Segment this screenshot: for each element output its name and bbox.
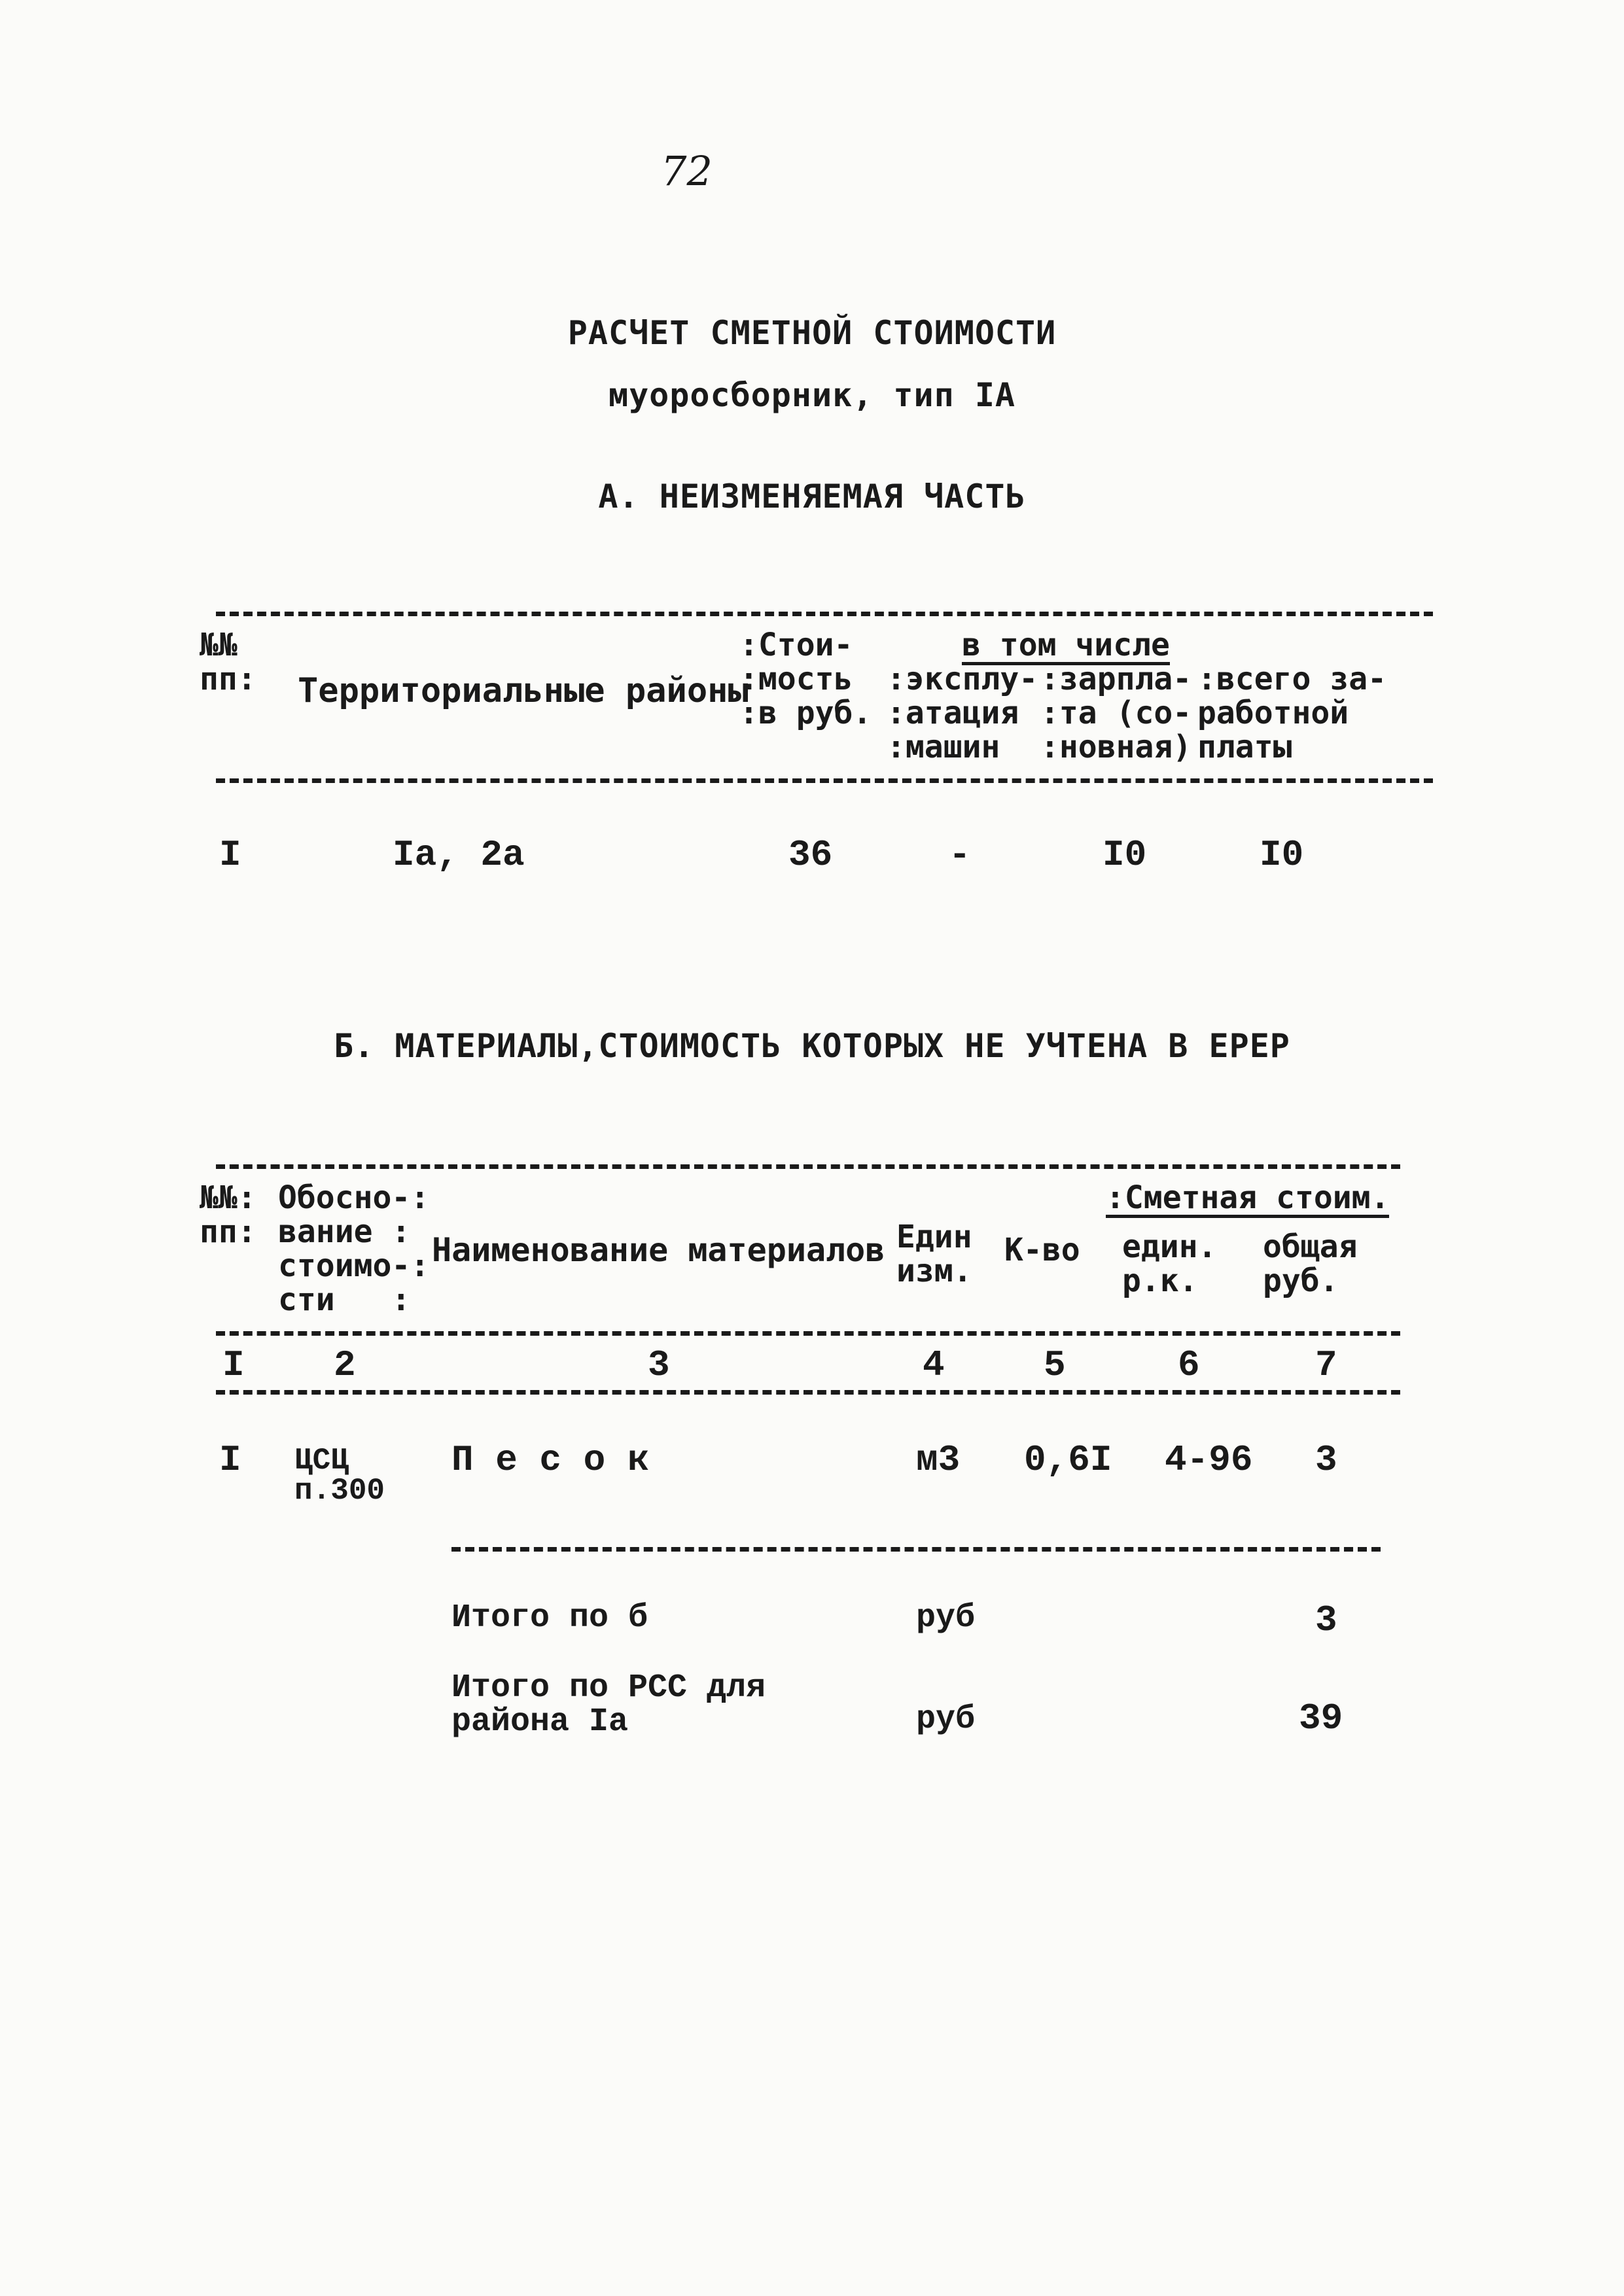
total-unit: руб (916, 1701, 976, 1738)
section-a-header-cost: :Стои- :мость :в руб. (739, 627, 872, 731)
row-cost: 36 (788, 834, 833, 876)
column-number: 6 (1178, 1344, 1200, 1386)
total-unit: руб (916, 1599, 976, 1637)
section-a-heading: А. НЕИЗМЕНЯЕМАЯ ЧАСТЬ (598, 478, 1026, 515)
total-value: 39 (1299, 1697, 1343, 1739)
section-b-header-num: №№: пп: (200, 1179, 256, 1250)
section-b-header-basis: Обосно-: вание : стоимо-: сти : (278, 1179, 430, 1318)
column-number-rule (216, 1390, 1400, 1395)
row-total-salary: I0 (1260, 834, 1304, 876)
row-unit-price: 4-96 (1165, 1439, 1253, 1481)
subtotal-rule (451, 1547, 1381, 1552)
row-num: I (219, 834, 241, 876)
section-a-header-regions: Территориальные районы (298, 671, 749, 710)
section-b-header-unit-price: един. р.к. (1122, 1228, 1217, 1299)
document-title: РАСЧЕТ СМЕТНОЙ СТОИМОСТИ (567, 314, 1057, 352)
section-b-table-top-rule (216, 1164, 1400, 1169)
column-number: 4 (923, 1344, 945, 1386)
section-b-header-name: Наименование материалов (432, 1231, 885, 1269)
total-label: Итого по РСС для района Iа (451, 1669, 766, 1741)
total-label: Итого по б (451, 1599, 648, 1637)
section-a-header-bottom-rule (216, 778, 1433, 783)
total-value: 3 (1315, 1599, 1337, 1641)
section-b-header-total: общая руб. (1263, 1228, 1358, 1299)
row-basis: ЦСЦ п.300 (294, 1444, 385, 1508)
section-b-header-estimated-cost: :Сметная стоим. (1106, 1181, 1389, 1218)
row-unit: м3 (916, 1439, 961, 1481)
section-a-header-exploitation: :эксплу- :атация :машин (887, 661, 1038, 765)
section-a-table-top-rule (216, 612, 1433, 616)
section-b-header-unit: Един изм. (896, 1219, 972, 1289)
page-number: 72 (661, 147, 713, 195)
row-exploitation: - (949, 834, 971, 876)
section-a-header-salary: :зарпла- :та (со- :новная) (1040, 661, 1192, 765)
row-qty: 0,6I (1024, 1439, 1112, 1481)
column-number: 5 (1044, 1344, 1066, 1386)
column-number: 7 (1315, 1344, 1337, 1386)
column-number: 3 (648, 1344, 670, 1386)
row-material-name: П е с о к (451, 1439, 650, 1481)
row-num: I (219, 1439, 241, 1481)
section-a-header-including: в том числе (962, 628, 1170, 665)
row-total: 3 (1315, 1439, 1337, 1481)
column-number: 2 (334, 1344, 356, 1386)
column-number: I (222, 1344, 245, 1386)
section-b-heading: Б. МАТЕРИАЛЫ,СТОИМОСТЬ КОТОРЫХ НЕ УЧТЕНА В ЕРЕР (334, 1027, 1290, 1065)
section-a-header-total-salary: :всего за- работной платы (1197, 661, 1386, 765)
document-subtitle: муоросборник, тип IA (608, 376, 1016, 414)
section-b-header-qty: К-во (1004, 1232, 1080, 1268)
row-salary: I0 (1103, 834, 1147, 876)
section-b-header-bottom-rule (216, 1331, 1400, 1336)
row-regions: Iа, 2а (393, 834, 525, 876)
section-a-header-num: №№ пп: (200, 627, 256, 697)
